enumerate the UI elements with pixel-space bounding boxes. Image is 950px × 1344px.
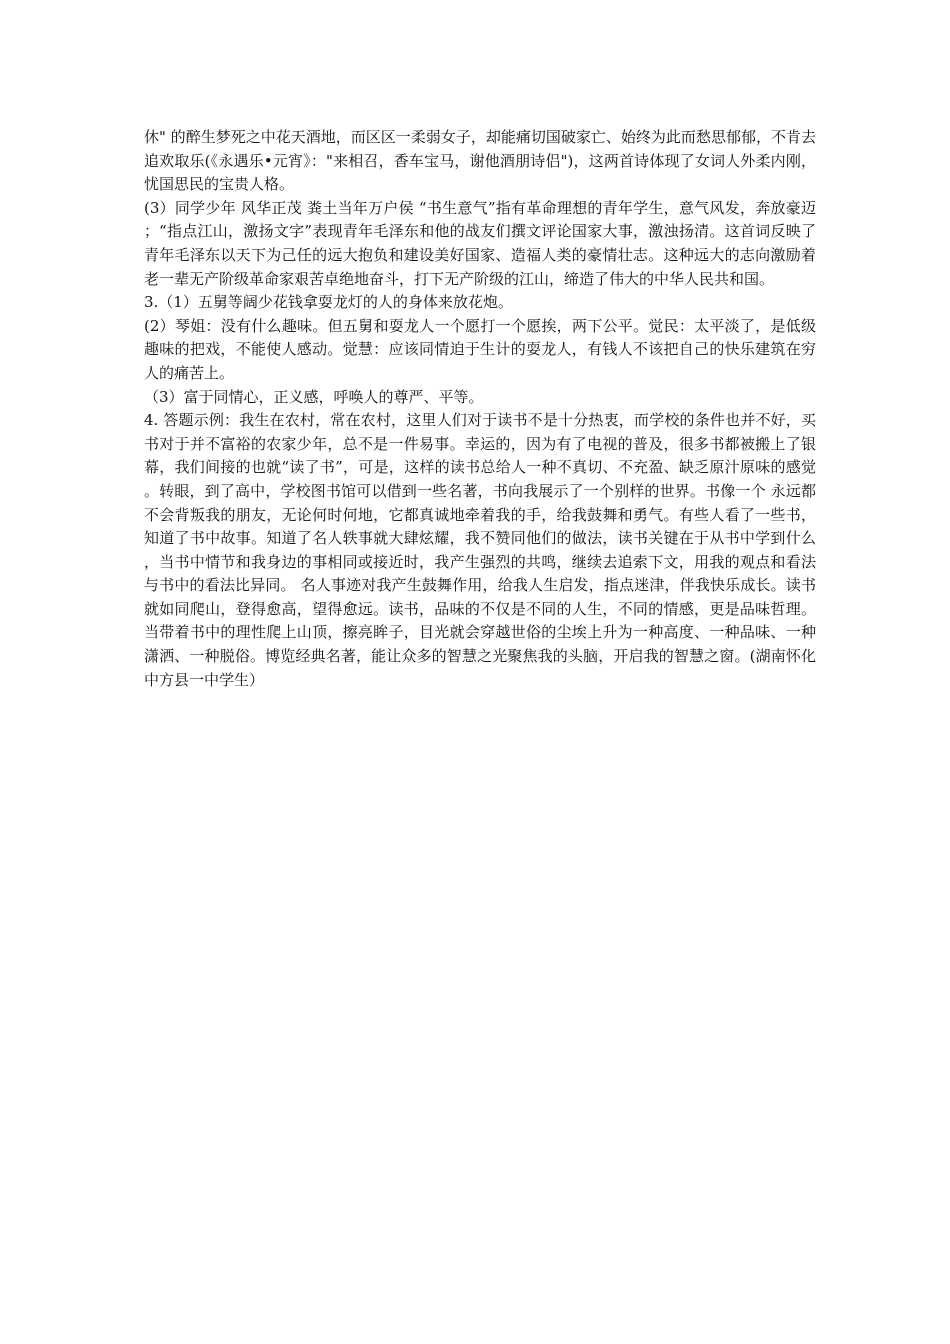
paragraph-answer-4-essay: 4. 答题示例：我生在农村，常在农村，这里人们对于读书不是十分热衷，而学校的条件也并不好，买书对于并不富裕的农家少年，总不是一件易事。幸运的，因为有了电视的普及，很多书都被搬上了银幕，我们间接的也就“读了书”，可是，这样的读书总给人一种不真切、不充盈、缺乏原汁原味的感觉。转眼，到了高中，学校图书馆可以借到一些名著，书向我展示了一个别样的世界。书像一个 永远都不会背叛我的朋友，无论何时何地，它都真诚地牵着我的手，给我鼓舞和勇气。有些人看了一些书，知道了书中故事。知道了名人轶事就大肆炫耀，我不赞同他们的做法，读书关键在于从书中学到什么，当书中情节和我身边的事相同或接近时，我产生强烈的共鸣，继续去追索下文，用我的观点和看法与书中的看法比异同。 名人事迹对我产生鼓舞作用，给我人生启发，指点迷津，伴我快乐成长。读书就如同爬山，登得愈高，望得愈远。读书，品味的不仅是不同的人生，不同的情感，更是品味哲理。当带着书中的理性爬上山顶，擦亮眸子，目光就会穿越世俗的尘埃上升为一种高度、一种品味、一种潇洒、一种脱俗。博览经典名著，能让众多的智慧之光聚焦我的头脑，开启我的智慧之窗。(湖南怀化中方县一中学生） [144, 411, 816, 689]
paragraph-answer-2-3: (3）同学少年 风华正茂 粪土当年万户侯 “书生意气”指有革命理想的青年学生，意气风发，奔放豪迈；“指点江山，激扬文字”表现青年毛泽东和他的战友们撰文评论国家大事，激浊扬清。这首词反映了青年毛泽东以天下为己任的远大抱负和建设美好国家、造福人类的豪情壮志。这种远大的志向激励着老一辈无产阶级革命家艰苦卓绝地奋斗，打下无产阶级的江山，缔造了伟大的中华人民共和国。 [144, 198, 816, 288]
paragraph-answer-3-2: (2）琴姐：没有什么趣味。但五舅和耍龙人一个愿打一个愿挨，两下公平。觉民：太平淡了，是低级趣味的把戏，不能使人感动。觉慧：应该同情迫于生计的耍龙人，有钱人不该把自己的快乐建筑在穷人的痛苦上。 [144, 316, 816, 382]
paragraph-poem-analysis-end: 休" 的醉生梦死之中花天酒地，而区区一柔弱女子，却能痛切国破家亡、始终为此而愁思郁郁，不肯去追欢取乐(《永遇乐•元宵》："来相召，香车宝马，谢他酒朋诗侣")，这两首诗体现了女词人外柔内刚，忧国思民的宝贵人格。 [144, 128, 816, 194]
paragraph-answer-3-1: 3.（1）五舅等阔少花钱拿耍龙灯的人的身体来放花炮。 [144, 293, 513, 312]
document-body [144, 126, 816, 692]
paragraph-answer-3-3: （3）富于同情心，正义感，呼唤人的尊严、平等。 [144, 387, 484, 406]
